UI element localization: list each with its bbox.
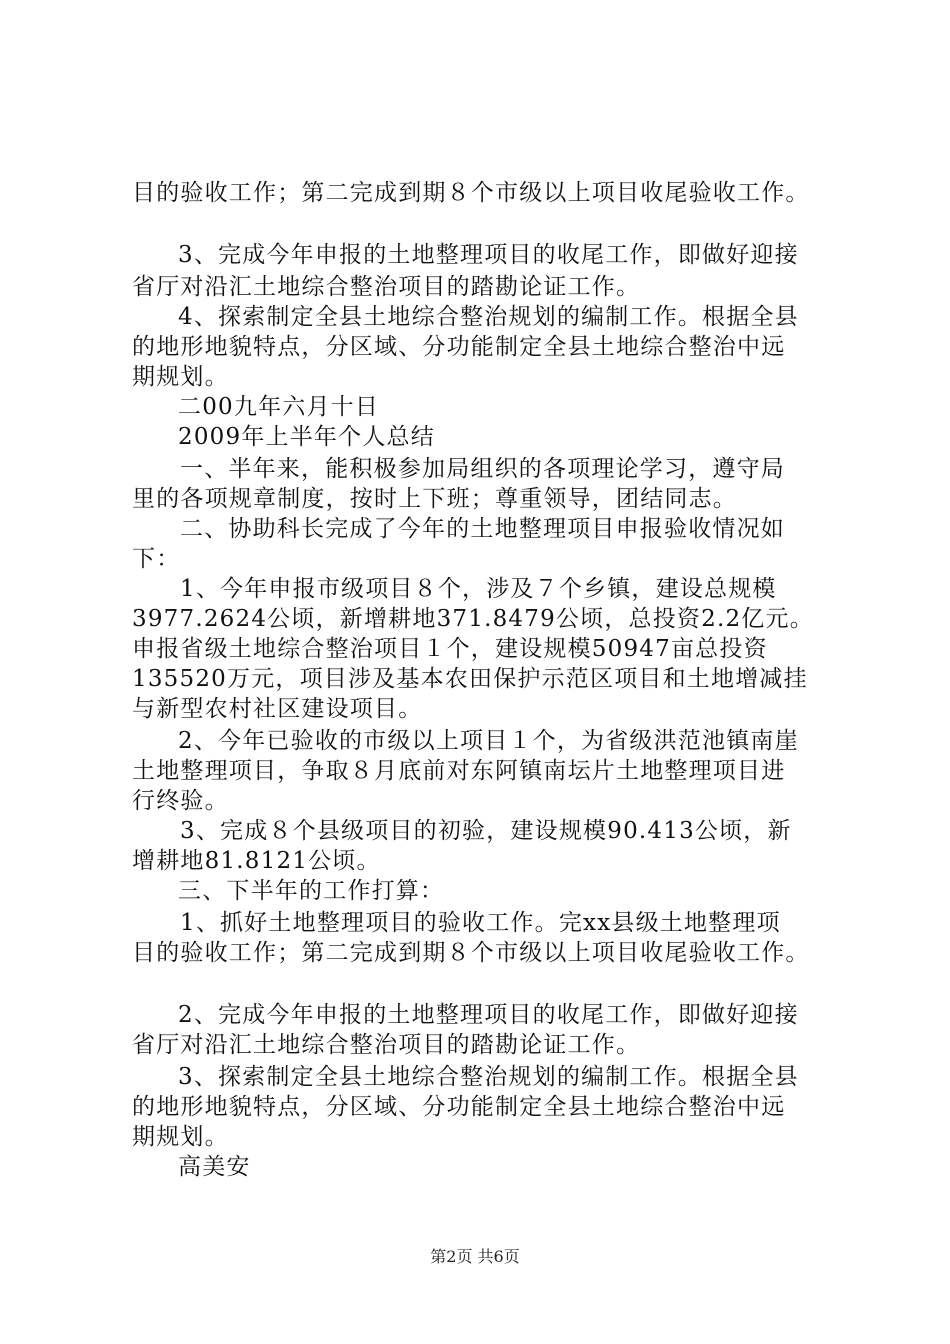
text-line: 省厅对沿汇土地综合整治项目的踏勘论证工作。 bbox=[132, 274, 641, 300]
text-line: 期规划。 bbox=[132, 364, 229, 390]
text-line: 申报省级土地综合整治项目１个，建设规模50947亩总投资 bbox=[132, 636, 768, 662]
text-line: 1、今年申报市级项目８个，涉及７个乡镇，建设总规模 bbox=[180, 576, 777, 602]
text-line: 里的各项规章制度，按时上下班；尊重领导，团结同志。 bbox=[132, 486, 737, 512]
text-line: 土地整理项目，争取８月底前对东阿镇南坛片土地整理项目进 bbox=[132, 758, 786, 784]
text-line: 3、探索制定全县土地综合整治规划的编制工作。根据全县 bbox=[178, 1064, 799, 1090]
text-line: 二、协助科长完成了今年的土地整理项目申报验收情况如 bbox=[180, 516, 785, 542]
text-line: 目的验收工作；第二完成到期８个市级以上项目收尾验收工作。 bbox=[132, 940, 810, 966]
text-line: 2、今年已验收的市级以上项目１个，为省级洪范池镇南崖 bbox=[178, 728, 799, 754]
text-line: 4、探索制定全县土地综合整治规划的编制工作。根据全县 bbox=[178, 304, 799, 330]
section-title: 2009年上半年个人总结 bbox=[178, 424, 435, 450]
text-line: 三、下半年的工作打算： bbox=[178, 878, 445, 904]
text-line: 下： bbox=[132, 546, 181, 572]
date-line: 二00九年六月十日 bbox=[178, 394, 380, 420]
text-line: 省厅对沿汇土地综合整治项目的踏勘论证工作。 bbox=[132, 1032, 641, 1058]
page-indicator: 第2页 共6页 bbox=[430, 1247, 520, 1266]
text-line: 3977.2624公顷，新增耕地371.8479公顷，总投资2.2亿元。 bbox=[132, 606, 814, 632]
text-line: 1、抓好土地整理项目的验收工作。完xx县级土地整理项 bbox=[180, 910, 781, 936]
text-line: 的地形地貌特点，分区域、分功能制定全县土地综合整治中远 bbox=[132, 1094, 786, 1120]
text-line: 目的验收工作；第二完成到期８个市级以上项目收尾验收工作。 bbox=[132, 180, 810, 206]
text-line: 行终验。 bbox=[132, 788, 229, 814]
text-line: 3、完成８个县级项目的初验，建设规模90.413公顷，新 bbox=[180, 818, 792, 844]
text-line: 增耕地81.8121公顷。 bbox=[132, 848, 381, 874]
text-line: 3、完成今年申报的土地整理项目的收尾工作，即做好迎接 bbox=[178, 242, 799, 268]
text-line: 与新型农村社区建设项目。 bbox=[132, 696, 423, 722]
text-line: 的地形地貌特点，分区域、分功能制定全县土地综合整治中远 bbox=[132, 334, 786, 360]
text-line: 期规划。 bbox=[132, 1124, 229, 1150]
text-line: 一、半年来，能积极参加局组织的各项理论学习，遵守局 bbox=[180, 456, 785, 482]
text-line: 2、完成今年申报的土地整理项目的收尾工作，即做好迎接 bbox=[178, 1002, 799, 1028]
text-line: 135520万元，项目涉及基本农田保护示范区项目和土地增减挂 bbox=[132, 666, 808, 692]
signature-name: 高美安 bbox=[178, 1154, 251, 1180]
